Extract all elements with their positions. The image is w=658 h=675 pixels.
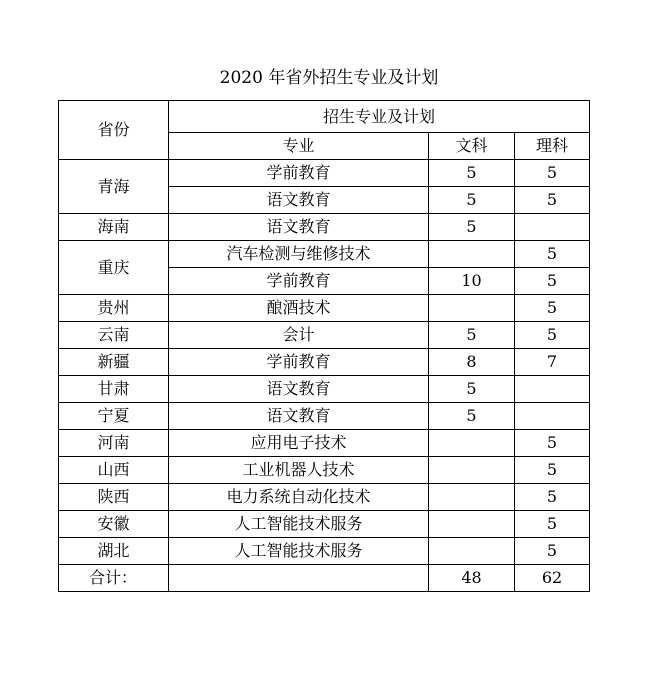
province-cell: 重庆 <box>59 241 169 295</box>
science-cell <box>515 214 590 241</box>
arts-cell <box>429 295 515 322</box>
arts-cell: 5 <box>429 214 515 241</box>
science-cell: 5 <box>515 241 590 268</box>
total-arts: 48 <box>429 565 515 592</box>
science-cell: 5 <box>515 538 590 565</box>
province-cell: 新疆 <box>59 349 169 376</box>
province-cell: 河南 <box>59 430 169 457</box>
major-cell: 语文教育 <box>169 214 429 241</box>
arts-cell <box>429 457 515 484</box>
science-cell: 5 <box>515 295 590 322</box>
total-major-cell <box>169 565 429 592</box>
major-cell: 人工智能技术服务 <box>169 511 429 538</box>
table-row <box>59 214 590 241</box>
arts-cell: 5 <box>429 322 515 349</box>
arts-cell: 5 <box>429 376 515 403</box>
province-cell: 湖北 <box>59 538 169 565</box>
table-row <box>59 241 590 268</box>
province-cell: 甘肃 <box>59 376 169 403</box>
major-cell: 人工智能技术服务 <box>169 538 429 565</box>
table-row <box>59 349 590 376</box>
science-cell: 5 <box>515 511 590 538</box>
science-cell <box>515 403 590 430</box>
major-cell: 语文教育 <box>169 187 429 214</box>
major-cell: 学前教育 <box>169 268 429 295</box>
header-plan: 招生专业及计划 <box>169 101 590 133</box>
province-cell: 山西 <box>59 457 169 484</box>
arts-cell: 8 <box>429 349 515 376</box>
science-cell: 5 <box>515 268 590 295</box>
enrollment-plan-table <box>58 100 590 592</box>
table-row <box>59 160 590 187</box>
science-cell: 7 <box>515 349 590 376</box>
page-title: 2020 年省外招生专业及计划 <box>219 68 439 88</box>
major-cell: 语文教育 <box>169 376 429 403</box>
table-row <box>59 457 590 484</box>
province-cell: 云南 <box>59 322 169 349</box>
table-row <box>59 511 590 538</box>
arts-cell: 10 <box>429 268 515 295</box>
total-science: 62 <box>515 565 590 592</box>
science-cell: 5 <box>515 322 590 349</box>
table-row <box>59 403 590 430</box>
arts-cell: 5 <box>429 160 515 187</box>
arts-cell <box>429 430 515 457</box>
table-row <box>59 376 590 403</box>
table-row <box>59 322 590 349</box>
major-cell: 学前教育 <box>169 160 429 187</box>
arts-cell <box>429 484 515 511</box>
arts-cell: 5 <box>429 403 515 430</box>
major-cell: 酿酒技术 <box>169 295 429 322</box>
header-major: 专业 <box>169 133 429 160</box>
science-cell: 5 <box>515 187 590 214</box>
arts-cell <box>429 511 515 538</box>
table-row <box>59 295 590 322</box>
province-cell: 海南 <box>59 214 169 241</box>
arts-cell <box>429 538 515 565</box>
table-row <box>59 538 590 565</box>
arts-cell <box>429 241 515 268</box>
major-cell: 电力系统自动化技术 <box>169 484 429 511</box>
total-row <box>59 565 590 592</box>
science-cell: 5 <box>515 457 590 484</box>
province-cell: 青海 <box>59 160 169 214</box>
province-cell: 贵州 <box>59 295 169 322</box>
header-province: 省份 <box>59 101 169 160</box>
table-header-row <box>59 101 590 133</box>
header-arts: 文科 <box>429 133 515 160</box>
major-cell: 应用电子技术 <box>169 430 429 457</box>
table-row <box>59 430 590 457</box>
major-cell: 汽车检测与维修技术 <box>169 241 429 268</box>
major-cell: 工业机器人技术 <box>169 457 429 484</box>
major-cell: 学前教育 <box>169 349 429 376</box>
science-cell: 5 <box>515 430 590 457</box>
province-cell: 安徽 <box>59 511 169 538</box>
science-cell: 5 <box>515 160 590 187</box>
header-science: 理科 <box>515 133 590 160</box>
major-cell: 会计 <box>169 322 429 349</box>
science-cell: 5 <box>515 484 590 511</box>
total-label: 合计： <box>59 565 169 592</box>
table-row <box>59 484 590 511</box>
province-cell: 陕西 <box>59 484 169 511</box>
arts-cell: 5 <box>429 187 515 214</box>
province-cell: 宁夏 <box>59 403 169 430</box>
science-cell <box>515 376 590 403</box>
major-cell: 语文教育 <box>169 403 429 430</box>
